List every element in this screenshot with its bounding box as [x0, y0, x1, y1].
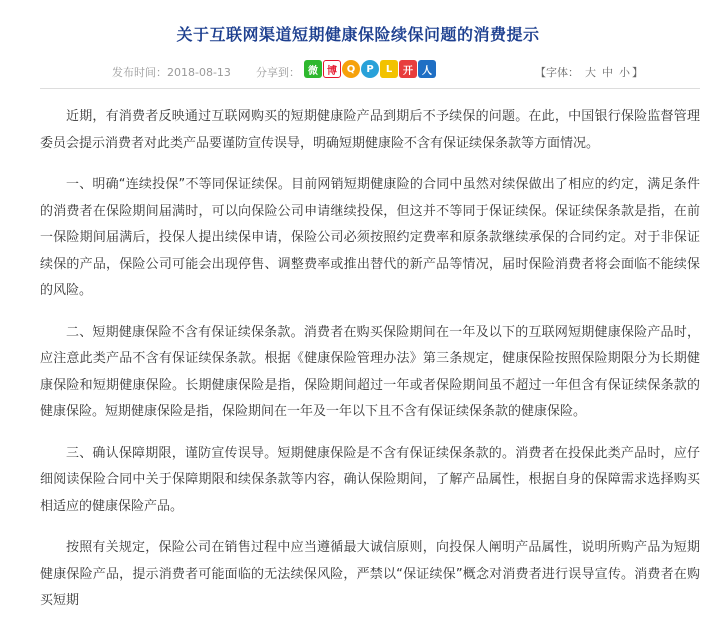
- paragraph-section-2: 二、短期健康保险不含有保证续保条款。消费者在购买保险期间在一年及以下的互联网短期健康保险产品时，应注意此类产品不含有保证续保条款。根据《健康保险管理办法》第三条规定，健康保险按照保险期限分为长期健康保险和短期健康保险。长期健康保险是指，保险期间超过一年或者保险期间虽不超过一年但含有保证续保条款的健康保险。短期健康保险是指，保险期间在一年及一年以下且不含有保证续保条款的健康保险。: [40, 324, 700, 419]
- font-size-large-button[interactable]: 大: [585, 66, 596, 79]
- weibo-icon[interactable]: 博: [323, 60, 341, 78]
- article-body: [40, 104, 700, 630]
- font-size-control: [535, 64, 643, 80]
- article-meta-bar: [0, 58, 716, 84]
- tencent-weibo-icon[interactable]: L: [380, 60, 398, 78]
- qq-icon[interactable]: P: [361, 60, 379, 78]
- font-size-small-button[interactable]: 小: [619, 66, 630, 79]
- renren-icon[interactable]: 人: [418, 60, 436, 78]
- font-size-label: 【字体：: [535, 66, 579, 79]
- article-title: 关于互联网渠道短期健康保险续保问题的消费提示: [176, 25, 540, 44]
- header-divider: [40, 88, 700, 89]
- share-icons: [304, 60, 437, 80]
- paragraph-section-3: 三、确认保障期限，谨防宣传误导。短期健康保险是不含有保证续保条款的。消费者在投保此类产品时，应仔细阅读保险合同中关于保障期限和续保条款等内容，确认保险期间，了解产品属性，根据自身的保障需求选择购买相适应的健康保险产品。: [40, 445, 700, 514]
- paragraph-intro: 近期，有消费者反映通过互联网购买的短期健康险产品到期后不予续保的问题。在此，中国银行保险监督管理委员会提示消费者对此类产品要谨防宣传误导，明确短期健康险不含有保证续保条款等方面情况。: [40, 109, 700, 151]
- wechat-icon[interactable]: 微: [304, 60, 322, 78]
- paragraph-closing: 按照有关规定，保险公司在销售过程中应当遵循最大诚信原则，向投保人阐明产品属性，说明所购产品为短期健康保险产品，提示消费者可能面临的无法续保风险，严禁以“保证续保”概念对消费者进行误导宣传。消费者在购买短期: [40, 540, 700, 608]
- qzone-icon[interactable]: Q: [342, 60, 360, 78]
- paragraph-section-1: 一、明确“连续投保”不等同保证续保。目前网销短期健康险的合同中虽然对续保做出了相应的约定，满足条件的消费者在保险期间届满时，可以向保险公司申请继续投保，但这并不等同于保证续保。保证续保条款是指，在前一保险期间届满后，投保人提出续保申请，保险公司必须按照约定费率和原条款继续承保的合同约定。对于非保证续保的产品，保险公司可能会出现停售、调整费率或推出替代的新产品等情况，届时保险消费者将会面临不能续保的风险。: [40, 177, 700, 298]
- font-size-medium-button[interactable]: 中: [602, 66, 613, 79]
- share-label: 分享到：: [256, 66, 300, 79]
- kaixin-icon[interactable]: 开: [399, 60, 417, 78]
- font-size-close-bracket: 】: [632, 66, 643, 79]
- publish-date: 发布时间：2018-08-13: [112, 66, 231, 79]
